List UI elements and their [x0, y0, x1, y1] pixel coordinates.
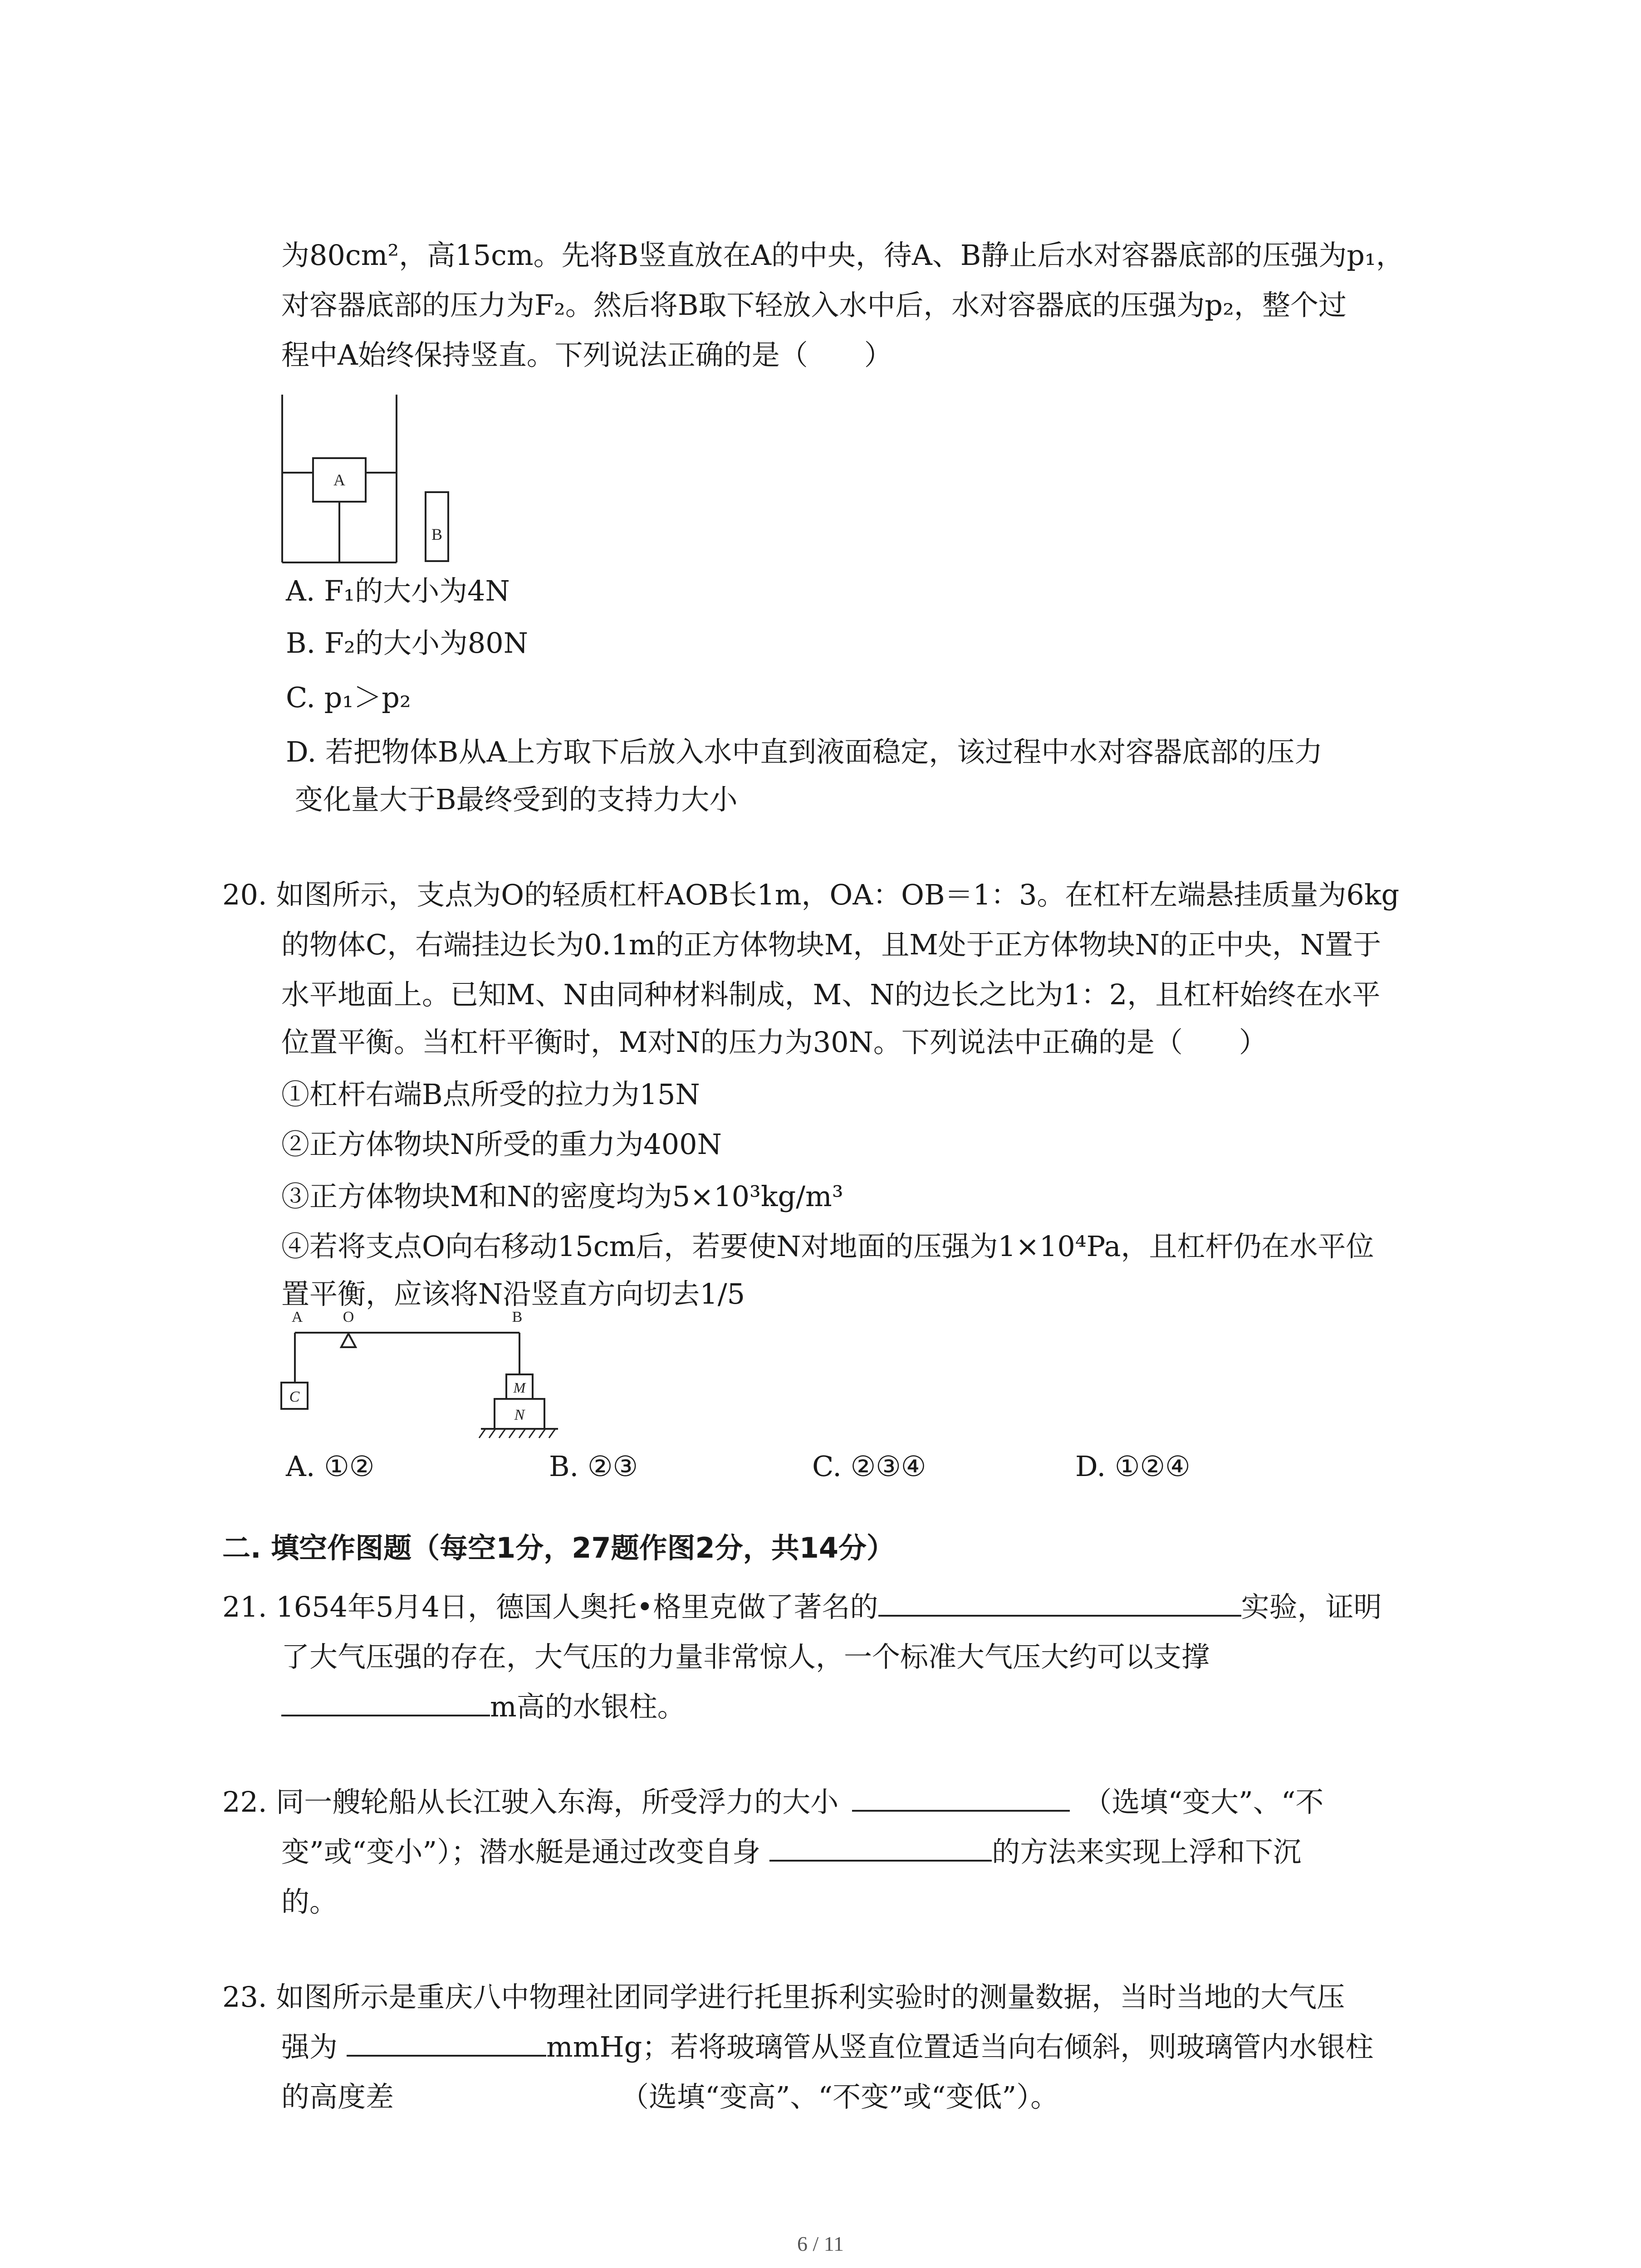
q21-blank-1[interactable]	[878, 1588, 1241, 1617]
lever-label-o: O	[343, 1309, 354, 1325]
q23-line-2-pre: 强为	[281, 2030, 338, 2063]
q19-option-d-line-2: 变化量大于B最终受到的支持力大小	[295, 783, 738, 816]
q21-line-3	[281, 1687, 686, 1726]
lever-label-b: B	[512, 1309, 523, 1325]
q23-line-1: 23. 如图所示是重庆八中物理社团同学进行托里拆利实验时的测量数据，当时当地的大气压	[222, 1980, 1345, 2014]
q22-blank-2[interactable]	[769, 1833, 992, 1862]
q22-line-2-post: 的方法来实现上浮和下沉	[992, 1835, 1302, 1868]
lever-label-n: N	[514, 1407, 525, 1423]
q19-stem-line-3: 程中A始终保持竖直。下列说法正确的是（ ）	[281, 338, 892, 371]
q20-option-d: D. ①②④	[1075, 1450, 1190, 1483]
q20-lever-figure	[272, 1306, 572, 1442]
q22-blank-1[interactable]	[852, 1783, 1070, 1812]
q20-item-1: ①杠杆右端B点所受的拉力为15N	[281, 1078, 700, 1111]
q20-stem-line-4: 位置平衡。当杠杆平衡时，M对N的压力为30N。下列说法中正确的是（ ）	[281, 1026, 1267, 1059]
figure-label-b: B	[431, 525, 443, 543]
q20-item-2: ②正方体物块N所受的重力为400N	[281, 1128, 722, 1161]
q23-line-2-post: mmHg；若将玻璃管从竖直位置适当向右倾斜，则玻璃管内水银柱	[546, 2030, 1374, 2063]
q22-line-2-pre: 变”或“变小”）；潜水艇是通过改变自身	[281, 1835, 761, 1868]
q20-item-4-line-1: ④若将支点O向右移动15cm后，若要使N对地面的压强为1×10⁴Pa，且杠杆仍在水平位	[281, 1230, 1374, 1263]
q20-stem-line-3: 水平地面上。已知M、N由同种材料制成，M、N的边长之比为1：2，且杠杆始终在水平	[281, 978, 1381, 1011]
q20-stem-line-1: 20. 如图所示，支点为O的轻质杠杆AOB长1m，OA：OB＝1：3。在杠杆左端悬挂质量为6kg	[222, 878, 1400, 911]
q19-container-figure	[281, 395, 472, 567]
page-number: 6 / 11	[797, 2232, 844, 2255]
q19-option-a: A. F₁的大小为4N	[286, 574, 510, 607]
q22-line-1	[222, 1783, 1323, 1822]
q20-option-b: B. ②③	[549, 1450, 638, 1483]
q19-stem-line-2: 对容器底部的压力为F₂。然后将B取下轻放入水中后，水对容器底的压强为p₂，整个过	[281, 288, 1347, 322]
q20-stem-line-2: 的物体C，右端挂边长为0.1m的正方体物块M，且M处于正方体物块N的正中央，N置于	[281, 928, 1381, 961]
q21-line-3-text: m高的水银柱。	[490, 1690, 686, 1723]
section-heading: 二. 填空作图题（每空1分，27题作图2分，共14分）	[222, 1531, 895, 1564]
ground-hatch	[479, 1429, 555, 1438]
q23-blank-1[interactable]	[347, 2028, 546, 2057]
q19-stem-line-1: 为80cm²，高15cm。先将B竖直放在A的中央，待A、B静止后水对容器底部的压强为p₁，	[281, 239, 1404, 272]
q21-text-post: 实验，证明	[1241, 1590, 1382, 1623]
q21-text-pre: 21. 1654年5月4日，德国人奥托•格里克做了著名的	[222, 1590, 878, 1623]
fulcrum-triangle	[341, 1334, 356, 1347]
q20-option-c: C. ②③④	[812, 1450, 926, 1483]
q23-line-3-post: （选填“变高”、“不变”或“变低”）。	[621, 2080, 1059, 2113]
lever-label-c: C	[289, 1388, 300, 1405]
figure-label-a: A	[333, 471, 345, 489]
q23-line-3-pre: 的高度差	[281, 2080, 394, 2113]
q21-blank-2[interactable]	[281, 1687, 490, 1716]
lever-label-a: A	[291, 1309, 303, 1325]
q23-line-3	[281, 2077, 1058, 2116]
q19-option-b: B. F₂的大小为80N	[286, 626, 528, 660]
q22-text-post: （选填“变大”、“不	[1083, 1785, 1324, 1818]
q20-option-a: A. ①②	[286, 1450, 375, 1483]
q20-item-3: ③正方体物块M和N的密度均为5×10³kg/m³	[281, 1180, 843, 1213]
q19-option-c: C. p₁＞p₂	[286, 681, 411, 714]
q23-line-2	[281, 2028, 1373, 2067]
q20-item-4-line-2: 置平衡，应该将N沿竖直方向切去1/5	[281, 1277, 745, 1310]
q22-text-pre: 22. 同一艘轮船从长江驶入东海，所受浮力的大小	[222, 1785, 839, 1818]
q22-line-2	[281, 1833, 1301, 1872]
q22-line-3: 的。	[281, 1885, 338, 1918]
q19-option-d-line-1: D. 若把物体B从A上方取下后放入水中直到液面稳定，该过程中水对容器底部的压力	[286, 735, 1323, 768]
lever-label-m: M	[513, 1379, 526, 1396]
q21-line-2: 了大气压强的存在，大气压的力量非常惊人，一个标准大气压大约可以支撑	[281, 1640, 1210, 1673]
q21-line-1	[222, 1588, 1382, 1627]
